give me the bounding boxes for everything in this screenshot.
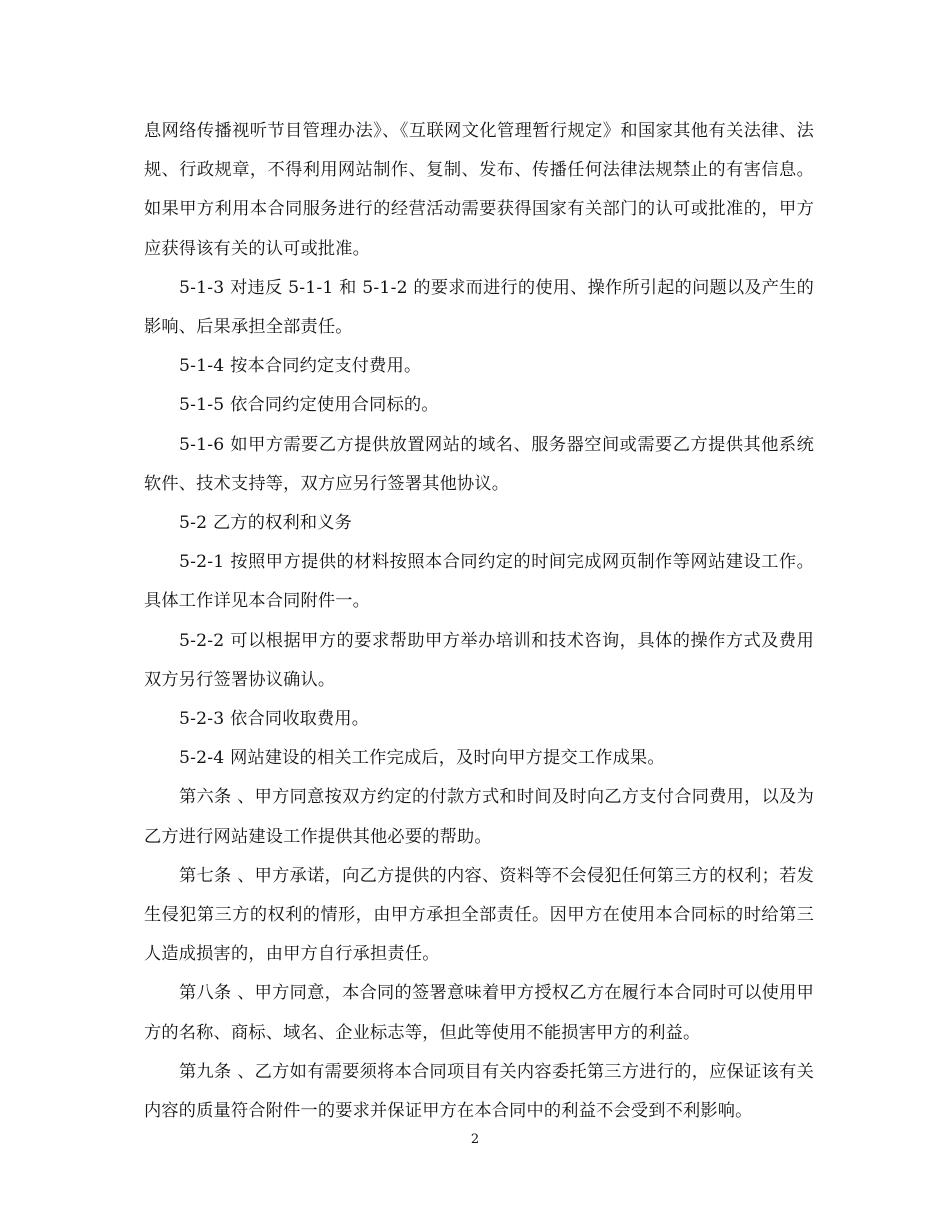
paragraph-5-2-2: 5-2-2 可以根据甲方的要求帮助甲方举办培训和技术咨询，具体的操作方式及费用双方另行签署协议确认。 <box>144 630 814 690</box>
page-number: 2 <box>470 1132 480 1147</box>
article-seven: 第七条 、甲方承诺，向乙方提供的内容、资料等不会侵犯任何第三方的权利；若发生侵犯第三方的权利的情形，由甲方承担全部责任。因甲方在使用本合同标的时给第三人造成损害的，由甲方自行承担责任。 <box>144 865 814 965</box>
paragraph-5-2-4: 5-2-4 网站建设的相关工作完成后，及时向甲方提交工作成果。 <box>179 748 665 769</box>
paragraph-5-1-5: 5-1-5 依合同约定使用合同标的。 <box>179 395 439 416</box>
article-six: 第六条 、甲方同意按双方约定的付款方式和时间及时向乙方支付合同费用，以及为乙方进行网站建设工作提供其他必要的帮助。 <box>144 787 814 847</box>
paragraph-5-2-1: 5-2-1 按照甲方提供的材料按照本合同约定的时间完成网页制作等网站建设工作。具体工作详见本合同附件一。 <box>144 552 814 612</box>
article-nine: 第九条 、乙方如有需要须将本合同项目有关内容委托第三方进行的，应保证该有关内容的质量符合附件一的要求并保证甲方在本合同中的利益不会受到不利影响。 <box>144 1061 814 1122</box>
paragraph-5-1-6: 5-1-6 如甲方需要乙方提供放置网站的域名、服务器空间或需要乙方提供其他系统软件、技术支持等，双方应另行签署其他协议。 <box>144 434 814 494</box>
document-body <box>144 112 814 1131</box>
paragraph-5-1-4: 5-1-4 按本合同约定支付费用。 <box>179 356 422 377</box>
paragraph-continuation: 息网络传播视听节目管理办法》、《互联网文化管理暂行规定》和国家其他有关法律、法规、行政规章，不得利用网站制作、复制、发布、传播任何法律法规禁止的有害信息。如果甲方利用本合同服务进行的经营活动需要获得国家有关部门的认可或批准的，甲方应获得该有关的认可或批准。 <box>144 121 814 259</box>
section-heading-5-2: 5-2 乙方的权利和义务 <box>179 513 353 534</box>
paragraph-5-1-3: 5-1-3 对违反 5-1-1 和 5-1-2 的要求而进行的使用、操作所引起的问题以及产生的影响、后果承担全部责任。 <box>144 277 814 338</box>
paragraph-5-2-3: 5-2-3 依合同收取费用。 <box>179 709 370 730</box>
article-eight: 第八条 、甲方同意，本合同的签署意味着甲方授权乙方在履行本合同时可以使用甲方的名称、商标、域名、企业标志等，但此等使用不能损害甲方的利益。 <box>144 983 814 1043</box>
